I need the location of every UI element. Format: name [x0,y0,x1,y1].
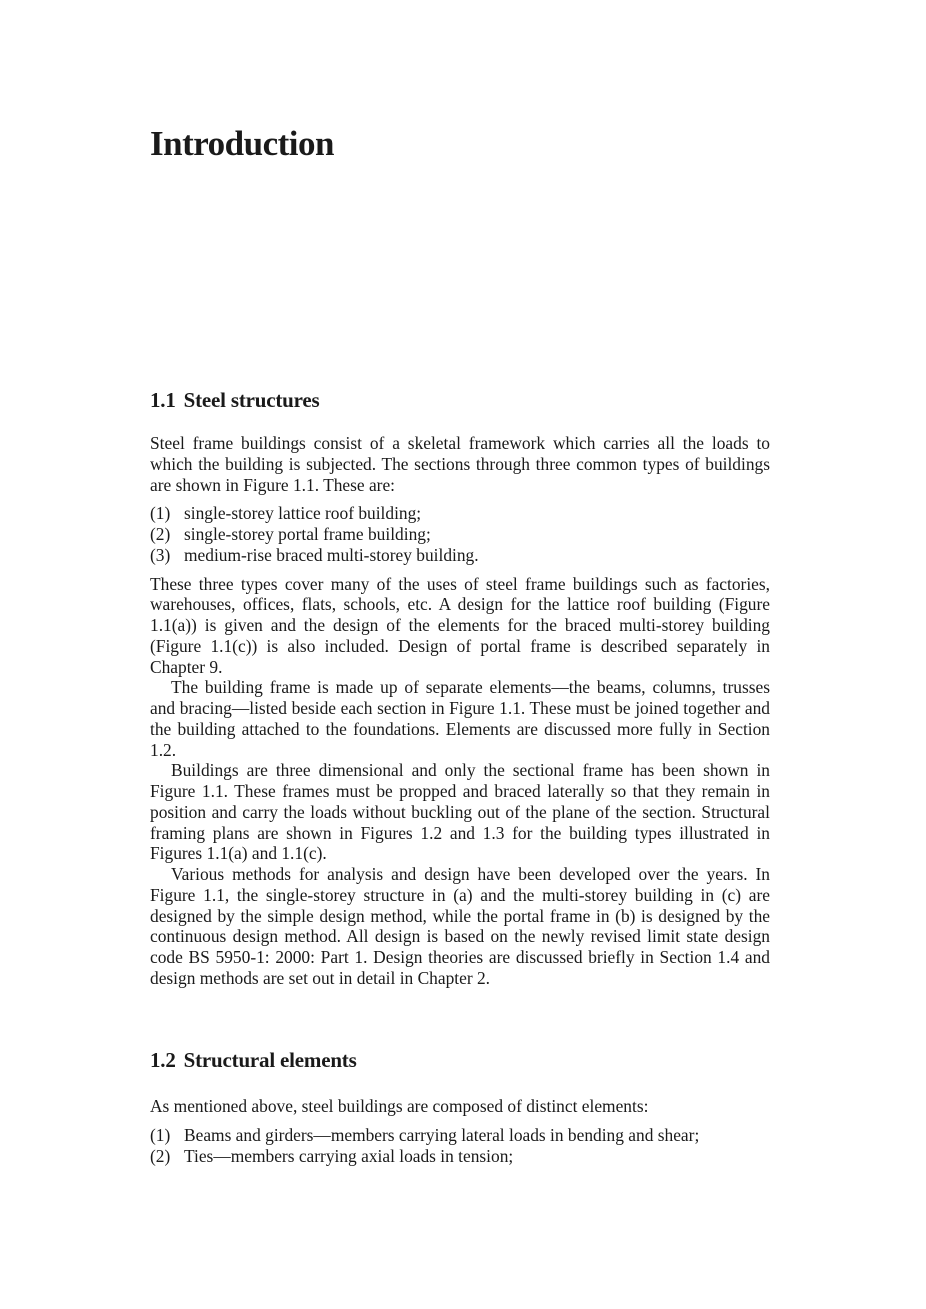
list-item [150,1125,770,1146]
paragraph: Various methods for analysis and design have been developed over the years. In Figure 1.1, the single-storey structure in (a) and the multi-storey building in (c) are designed by the simple design method, while the portal frame in (b) is designed by the continuous design method. All design is based on the newly revised limit state design code BS 5950-1: 2000: Part 1. Design theories are discussed briefly in Section 1.4 and design methods are set out in detail in Chapter 2. [150,864,770,988]
list-marker: (1) [150,503,171,524]
paragraph: As mentioned above, steel buildings are composed of distinct elements: [150,1096,649,1116]
list-marker: (3) [150,544,171,565]
section-1-1-body [150,433,770,989]
list-item [150,545,770,566]
list-item [150,524,770,545]
section-title: Steel structures [183,388,320,412]
list-item-text: Ties—members carrying axial loads in tension; [184,1145,514,1166]
section-1-2-body [150,1096,770,1166]
building-types-list [150,503,770,565]
paragraph: These three types cover many of the uses of steel frame buildings such as factories, warehouses, offices, flats, schools, etc. A design for the lattice roof building (Figure 1.1(a)) is given and the design of the elements for the braced multi-storey building (Figure 1.1(c)) is also included. Design of portal frame is described separately in Chapter 9. [150,573,770,677]
list-item-text: single-storey lattice roof building; [184,503,422,524]
section-title: Structural elements [183,1048,357,1072]
chapter-title: Introduction [150,124,334,163]
list-marker: (2) [150,1145,171,1166]
list-item [150,503,770,524]
paragraph: Steel frame buildings consist of a skeletal framework which carries all the loads to which the building is subjected. The sections through three common types of buildings are shown in Figure 1.1. These are: [150,433,770,495]
list-item-text: medium-rise braced multi-storey building. [184,544,479,565]
elements-list [150,1125,770,1167]
paragraph: Buildings are three dimensional and only the sectional frame has been shown in Figure 1.1. These frames must be propped and braced laterally so that they remain in position and carry the loads without buckling out of the plane of the section. Structural framing plans are shown in Figures 1.2 and 1.3 for the building types illustrated in Figures 1.1(a) and 1.1(c). [150,760,770,864]
list-marker: (1) [150,1124,171,1145]
list-marker: (2) [150,524,171,544]
list-item [150,1146,770,1167]
section-number: 1.2 [150,1048,176,1072]
list-item-text: single-storey portal frame building; [184,524,431,544]
section-number: 1.1 [150,388,176,412]
section-heading-1-2 [150,1047,357,1073]
section-heading-1-1 [150,387,319,413]
paragraph: The building frame is made up of separate elements—the beams, columns, trusses and bracing—listed beside each section in Figure 1.1. These must be joined together and the building attached to the foundations. Elements are discussed more fully in Section 1.2. [150,677,770,760]
list-item-text: Beams and girders—members carrying lateral loads in bending and shear; [184,1124,700,1145]
